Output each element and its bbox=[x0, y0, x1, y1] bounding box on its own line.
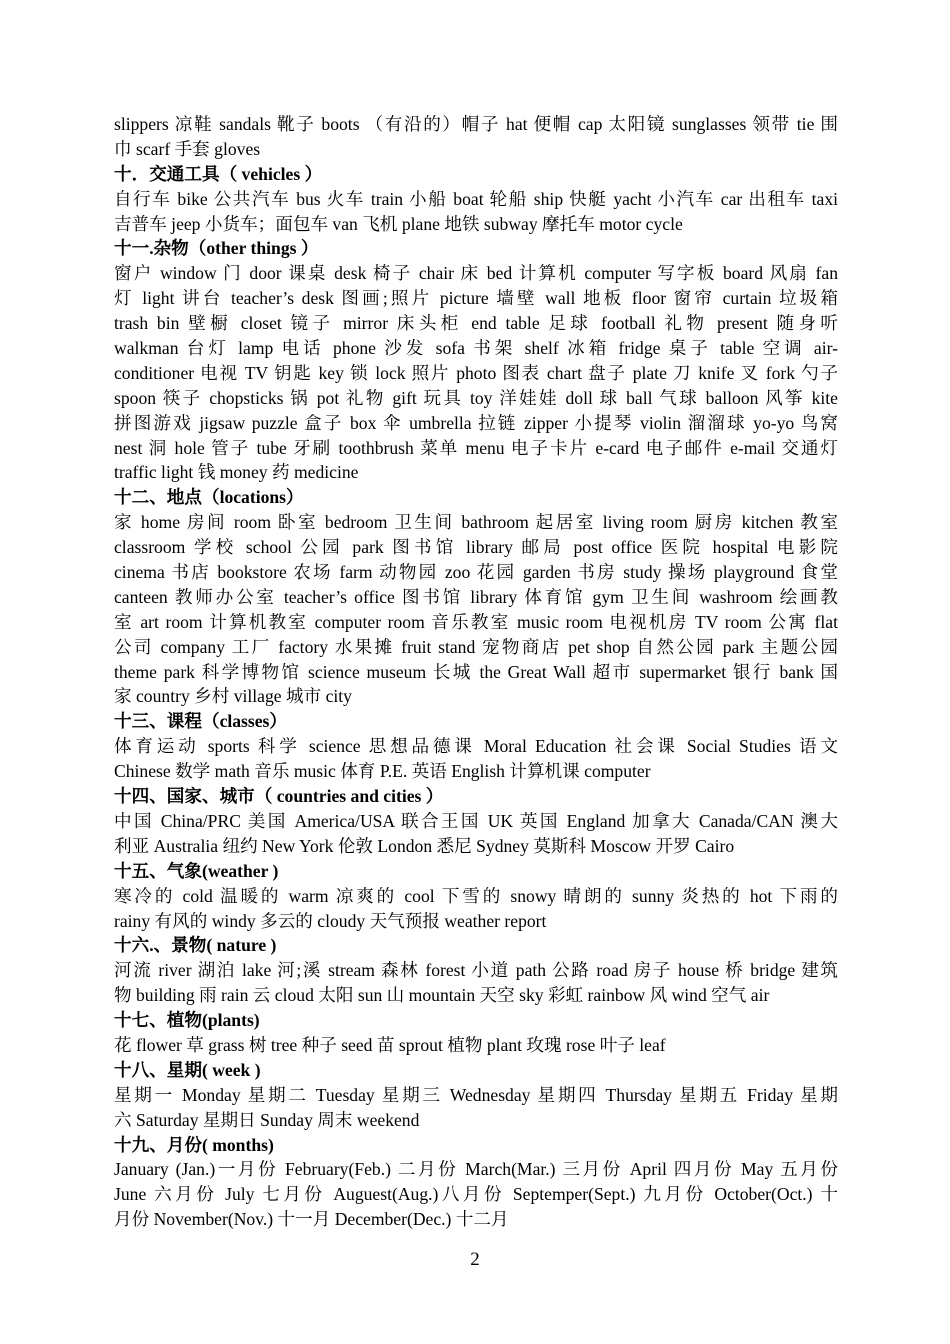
text-line: 公司 company 工厂 factory 水果摊 fruit stand 宠物商店 pet shop 自然公园 park 主题公园 bbox=[114, 636, 838, 657]
text-line: conditioner 电视 TV 钥匙 key 锁 lock 照片 photo 图表 chart 盘子 plate 刀 knife 叉 fork 勺子 bbox=[114, 362, 838, 383]
section-heading: 十四、国家、城市（ countries and cities ） bbox=[114, 786, 444, 807]
text-line: 室 art room 计算机教室 computer room 音乐教室 music room 电视机房 TV room 公寓 flat bbox=[114, 611, 838, 632]
vocabulary-list bbox=[114, 112, 838, 1232]
text-line: 星期一 Monday 星期二 Tuesday 星期三 Wednesday 星期四 Thursday 星期五 Friday 星期 bbox=[114, 1084, 838, 1105]
text-line: 花 flower 草 grass 树 tree 种子 seed 苗 sprout 植物 plant 玫瑰 rose 叶子 leaf bbox=[114, 1034, 666, 1055]
section-heading: 十八、星期( week ) bbox=[114, 1059, 261, 1080]
page-number: 2 bbox=[470, 1249, 480, 1270]
text-line: June 六月份 July 七月份 Auguest(Aug.)八月份 Septemper(Sept.) 九月份 October(Oct.) 十 bbox=[114, 1184, 838, 1205]
text-line: 吉普车 jeep 小货车；面包车 van 飞机 plane 地铁 subway 摩托车 motor cycle bbox=[114, 213, 683, 234]
section-heading: 十三、课程（classes） bbox=[114, 711, 288, 732]
text-line: 窗户 window 门 door 课桌 desk 椅子 chair 床 bed 计算机 computer 写字板 board 风扇 fan bbox=[114, 263, 838, 284]
text-line: 河流 river 湖泊 lake 河;溪 stream 森林 forest 小道 path 公路 road 房子 house 桥 bridge 建筑 bbox=[114, 960, 838, 981]
text-line: 利亚 Australia 纽约 New York 伦敦 London 悉尼 Sydney 莫斯科 Moscow 开罗 Cairo bbox=[114, 835, 735, 856]
text-line: canteen 教师办公室 teacher’s office 图书馆 library 体育馆 gym 卫生间 washroom 绘画教 bbox=[114, 586, 838, 607]
text-line: 寒冷的 cold 温暖的 warm 凉爽的 cool 下雪的 snowy 晴朗的 sunny 炎热的 hot 下雨的 bbox=[114, 885, 838, 906]
text-line: 家 home 房间 room 卧室 bedroom 卫生间 bathroom 起居室 living room 厨房 kitchen 教室 bbox=[114, 512, 838, 533]
text-line: 家 country 乡村 village 城市 city bbox=[114, 686, 352, 707]
section-heading: 十．交通工具（ vehicles ） bbox=[114, 163, 323, 184]
text-line: trash bin 壁橱 closet 镜子 mirror 床头柜 end table 足球 football 礼物 present 随身听 bbox=[114, 313, 838, 334]
text-line: 中国 China/PRC 美国 America/USA 联合王国 UK 英国 England 加拿大 Canada/CAN 澳大 bbox=[114, 810, 838, 831]
text-line: 拼图游戏 jigsaw puzzle 盒子 box 伞 umbrella 拉链 zipper 小提琴 violin 溜溜球 yo-yo 鸟窝 bbox=[114, 412, 838, 433]
text-line: spoon 筷子 chopsticks 锅 pot 礼物 gift 玩具 toy 洋娃娃 doll 球 ball 气球 balloon 风筝 kite bbox=[114, 387, 838, 408]
section-heading: 十二、地点（locations） bbox=[114, 487, 304, 508]
text-line: 巾 scarf 手套 gloves bbox=[114, 138, 261, 159]
text-line: slippers 凉鞋 sandals 靴子 boots （有沿的）帽子 hat 便帽 cap 太阳镜 sunglasses 领带 tie 围 bbox=[114, 114, 838, 134]
section-heading: 十一.杂物（other things ） bbox=[114, 238, 319, 259]
text-line: Chinese 数学 math 音乐 music 体育 P.E. 英语 English 计算机课 computer bbox=[114, 761, 651, 782]
text-line: rainy 有风的 windy 多云的 cloudy 天气预报 weather report bbox=[114, 910, 547, 931]
text-line: 体育运动 sports 科学 science 思想品德课 Moral Education 社会课 Social Studies 语文 bbox=[114, 736, 838, 757]
section-heading: 十七、植物(plants) bbox=[114, 1010, 260, 1031]
section-heading: 十六.、景物( nature ) bbox=[114, 935, 277, 956]
text-line: 六 Saturday 星期日 Sunday 周末 weekend bbox=[114, 1109, 420, 1130]
text-line: classroom 学校 school 公园 park 图书馆 library 邮局 post office 医院 hospital 电影院 bbox=[114, 537, 838, 558]
text-line: nest 洞 hole 管子 tube 牙刷 toothbrush 菜单 menu 电子卡片 e-card 电子邮件 e-mail 交通灯 bbox=[114, 437, 838, 458]
section-heading: 十五、气象(weather ) bbox=[114, 860, 279, 881]
section-heading: 十九、月份( months) bbox=[114, 1134, 274, 1155]
text-line: 自行车 bike 公共汽车 bus 火车 train 小船 boat 轮船 ship 快艇 yacht 小汽车 car 出租车 taxi bbox=[114, 188, 838, 209]
text-line: walkman 台灯 lamp 电话 phone 沙发 sofa 书架 shelf 冰箱 fridge 桌子 table 空调 air- bbox=[114, 338, 838, 359]
text-line: theme park 科学博物馆 science museum 长城 the Great Wall 超市 supermarket 银行 bank 国 bbox=[114, 661, 838, 682]
text-line: 灯 light 讲台 teacher’s desk 图画;照片 picture 墙壁 wall 地板 floor 窗帘 curtain 垃圾箱 bbox=[114, 288, 838, 309]
text-line: traffic light 钱 money 药 medicine bbox=[114, 462, 359, 483]
text-line: cinema 书店 bookstore 农场 farm 动物园 zoo 花园 garden 书房 study 操场 playground 食堂 bbox=[114, 562, 838, 583]
text-line: 月份 November(Nov.) 十一月 December(Dec.) 十二月 bbox=[114, 1209, 509, 1230]
text-line: 物 building 雨 rain 云 cloud 太阳 sun 山 mountain 天空 sky 彩虹 rainbow 风 wind 空气 air bbox=[114, 985, 770, 1006]
text-line: January (Jan.)一月份 February(Feb.) 二月份 March(Mar.) 三月份 April 四月份 May 五月份 bbox=[114, 1159, 838, 1180]
